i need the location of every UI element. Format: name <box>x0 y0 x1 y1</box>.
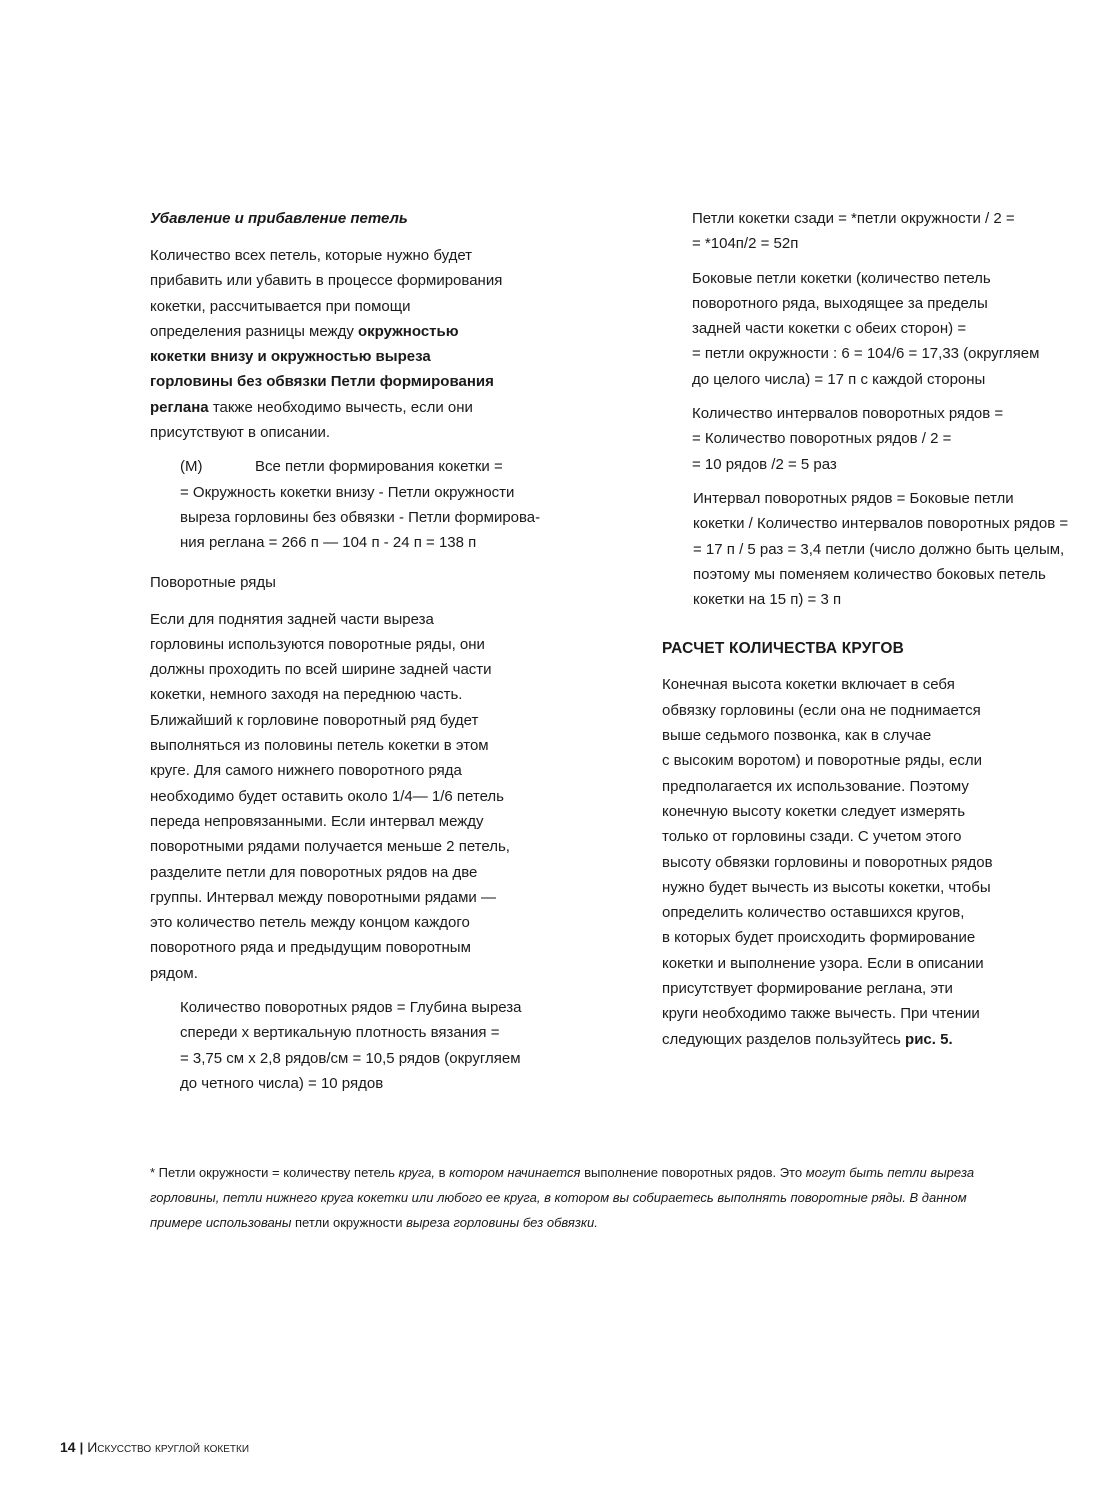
text-line: присутствуют в описании. <box>150 424 331 442</box>
text-line: спереди х вертикальную плотность вязания = <box>180 1024 500 1042</box>
text-line: = Окружность кокетки внизу - Петли окружности <box>180 483 515 501</box>
italic-fragment: могут быть петли выреза <box>805 1165 975 1180</box>
text-line: Если для поднятия задней части выреза <box>150 610 434 628</box>
bold-term: окружностью <box>358 322 459 340</box>
text-line: кокетки, немного заходя на переднюю часть. <box>150 686 463 704</box>
text-line: = петли окружности : 6 = 104/6 = 17,33 (округляем <box>692 345 1040 363</box>
text-line: = 3,75 см х 2,8 рядов/см = 10,5 рядов (округляем <box>180 1049 521 1067</box>
text-line: определить количество оставшихся кругов, <box>662 904 965 922</box>
text-line: Петли кокетки сзади = *петли окружности / 2 = <box>692 210 1015 227</box>
rounds-count-paragraph <box>662 672 1092 1051</box>
text-line: выполняться из половины петель кокетки в этом <box>150 737 489 755</box>
intro-paragraph <box>150 243 560 445</box>
text-line <box>150 395 560 420</box>
text-line: кокетки / Количество интервалов поворотных рядов = <box>693 515 1069 533</box>
text-line: круге. Для самого нижнего поворотного ряда <box>150 762 462 780</box>
text-line: кокетки, рассчитывается при помощи <box>150 297 411 315</box>
page-number: 14 <box>60 1439 76 1455</box>
text-line: необходимо будет оставить около 1/4— 1/6 петель <box>150 787 504 805</box>
turning-intervals-count-calc <box>692 401 1092 477</box>
text-line: = 10 рядов /2 = 5 раз <box>692 455 837 473</box>
text-line: предполагается их использование. Поэтому <box>662 777 969 795</box>
text-fragment: петли окружности <box>291 1215 407 1230</box>
text-line: группы. Интервал между поворотными рядами — <box>150 888 496 906</box>
text-line <box>150 319 560 344</box>
text-line: присутствует формирование реглана, эти <box>662 980 953 998</box>
text-line: с высоким воротом) и поворотные ряды, если <box>662 752 982 770</box>
text-line: Интервал поворотных рядов = Боковые петли <box>693 489 1014 507</box>
text-line: поворотного ряда и предыдущим поворотным <box>150 939 471 957</box>
text-line: горловины используются поворотные ряды, они <box>150 635 485 653</box>
footer-separator: | <box>79 1440 84 1455</box>
formula-text: Все петли формирования кокетки = <box>255 458 503 476</box>
italic-fragment: котором начинается <box>449 1165 581 1180</box>
text-line: круги необходимо также вычесть. При чтении <box>662 1005 980 1023</box>
text-line: обвязку горловины (если она не поднимается <box>662 701 981 719</box>
figure-reference: рис. 5. <box>905 1030 953 1048</box>
text-line: должны проходить по всей ширине задней части <box>150 661 492 679</box>
text-line: кокетки на 15 п) = 3 п <box>693 591 842 609</box>
text-line: в которых будет происходить формирование <box>662 929 976 947</box>
text-line: Конечная высота кокетки включает в себя <box>662 676 955 694</box>
text-fragment: следующих разделов пользуйтесь <box>662 1030 906 1048</box>
text-line: поворотного ряда, выходящее за пределы <box>692 294 988 312</box>
formula-block-m <box>180 454 560 555</box>
text-line: нужно будет вычесть из высоты кокетки, чтобы <box>662 878 991 896</box>
turning-interval-calc <box>693 486 1092 612</box>
text-line: поэтому мы поменяем количество боковых петель <box>693 565 1046 583</box>
left-column <box>150 208 560 1096</box>
text-line: до целого числа) = 17 п с каждой стороны <box>692 370 986 388</box>
text-line: это количество петель между концом каждого <box>150 914 470 932</box>
text-line: высоту обвязки горловины и поворотных рядов <box>662 853 993 871</box>
text-line: разделите петли для поворотных рядов на две <box>150 863 478 881</box>
italic-fragment: круга, <box>398 1165 436 1180</box>
bold-term: реглана <box>150 398 209 416</box>
text-fragment: * Петли окружности = количеству петель <box>150 1165 399 1180</box>
bold-term: горловины без обвязки Петли формирования <box>150 373 494 391</box>
back-yoke-stitches-calc <box>692 206 1092 257</box>
text-line: выреза горловины без обвязки - Петли формирова- <box>180 508 541 526</box>
footnote <box>150 1160 1050 1235</box>
text-fragment: выполнение поворотных рядов. Это <box>580 1165 806 1180</box>
turning-rows-calculation <box>180 995 560 1096</box>
page-footer <box>60 1439 249 1455</box>
text-fragment: определения разницы между <box>150 322 359 340</box>
text-line: прибавить или убавить в процессе формирования <box>150 272 503 290</box>
text-line: Ближайший к горловине поворотный ряд будет <box>150 711 479 729</box>
section-heading-decrease-increase: Убавление и прибавление петель <box>150 210 408 227</box>
right-column <box>662 206 1092 1052</box>
text-line: Количество всех петель, которые нужно будет <box>150 247 473 264</box>
text-line: = Количество поворотных рядов / 2 = <box>692 430 952 448</box>
footnote-line <box>150 1210 1050 1235</box>
text-line: переда непровязанными. Если интервал между <box>150 812 484 830</box>
subheading-turning-rows: Поворотные ряды <box>150 573 276 591</box>
bold-term: кокетки внизу и окружностью выреза <box>150 348 431 366</box>
text-line: кокетки и выполнение узора. Если в описании <box>662 954 984 972</box>
footnote-line <box>150 1160 1050 1185</box>
footnote-line: горловины, петли нижнего круга кокетки или любого ее круга, в котором вы собираетесь выполнять поворотные ряды. В данном <box>150 1190 967 1205</box>
formula-label: (M) <box>180 458 203 476</box>
text-line: задней части кокетки с обеих сторон) = <box>692 320 967 338</box>
italic-fragment: примере использованы <box>150 1215 292 1230</box>
text-line: Количество поворотных рядов = Глубина выреза <box>180 999 522 1017</box>
text-fragment: в <box>435 1165 450 1180</box>
text-line: ния реглана = 266 п — 104 п - 24 п = 138 п <box>180 534 477 552</box>
text-line: Боковые петли кокетки (количество петель <box>692 269 991 287</box>
italic-fragment: выреза горловины без обвязки. <box>406 1215 598 1230</box>
side-stitches-calc <box>692 266 1092 392</box>
text-line: рядом. <box>150 964 198 982</box>
text-line: выше седьмого позвонка, как в случае <box>662 727 932 745</box>
text-line: до четного числа) = 10 рядов <box>180 1074 384 1092</box>
text-fragment: также необходимо вычесть, если они <box>208 398 473 416</box>
text-line: = *104п/2 = 52п <box>692 235 799 253</box>
section-heading-rounds-count: РАСЧЕТ КОЛИЧЕСТВА КРУГОВ <box>662 640 905 658</box>
text-line: Количество интервалов поворотных рядов = <box>692 405 1004 423</box>
text-line: только от горловины сзади. С учетом этого <box>662 828 962 846</box>
text-line <box>180 454 560 479</box>
text-line <box>662 1027 1092 1052</box>
book-title: Искусство круглой кокетки <box>87 1439 250 1455</box>
text-line: = 17 п / 5 раз = 3,4 петли (число должно быть целым, <box>693 540 1065 558</box>
text-line: поворотными рядами получается меньше 2 петель, <box>150 838 510 856</box>
text-line: конечную высоту кокетки следует измерять <box>662 802 966 820</box>
turning-rows-paragraph <box>150 607 560 986</box>
